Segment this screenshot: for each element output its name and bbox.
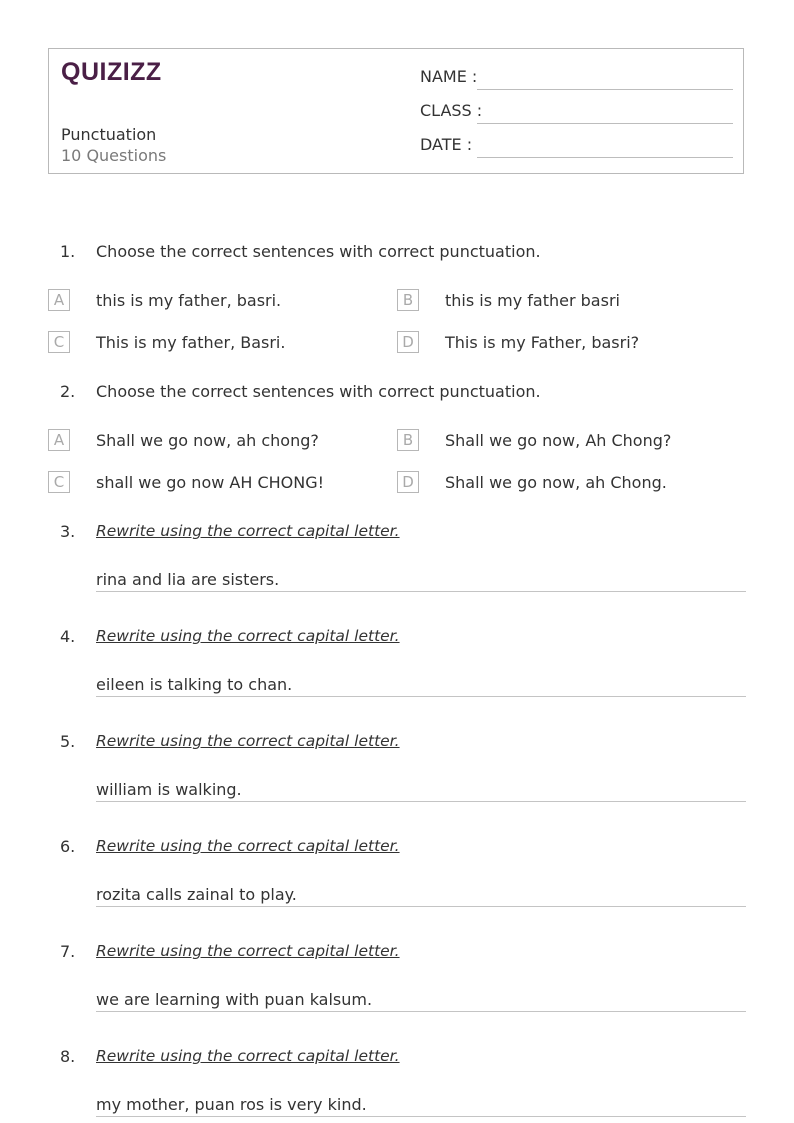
option-text-b: this is my father basri bbox=[445, 291, 620, 310]
answer-line[interactable] bbox=[96, 906, 746, 907]
sentence-to-rewrite: eileen is talking to chan. bbox=[96, 675, 293, 694]
question-instruction: Rewrite using the correct capital letter. bbox=[96, 1047, 400, 1065]
question-count: 10 Questions bbox=[61, 146, 167, 165]
question-number: 3. bbox=[60, 522, 76, 541]
question-number: 2. bbox=[60, 382, 76, 401]
option-box-a[interactable]: A bbox=[48, 289, 70, 311]
quizizz-logo: QUIZIZZ bbox=[61, 58, 162, 86]
option-text-d: Shall we go now, ah Chong. bbox=[445, 473, 667, 492]
question-instruction: Rewrite using the correct capital letter. bbox=[96, 522, 400, 540]
option-text-c: shall we go now AH CHONG! bbox=[96, 473, 325, 492]
class-field-line[interactable] bbox=[477, 123, 733, 124]
question-number: 1. bbox=[60, 242, 76, 261]
option-text-b: Shall we go now, Ah Chong? bbox=[445, 431, 672, 450]
name-label: NAME : bbox=[420, 67, 478, 86]
class-label: CLASS : bbox=[420, 101, 483, 120]
question-instruction: Rewrite using the correct capital letter. bbox=[96, 627, 400, 645]
date-label: DATE : bbox=[420, 135, 473, 154]
option-text-d: This is my Father, basri? bbox=[445, 333, 640, 352]
worksheet-header bbox=[48, 48, 744, 174]
answer-line[interactable] bbox=[96, 1011, 746, 1012]
question-number: 6. bbox=[60, 837, 76, 856]
option-text-a: Shall we go now, ah chong? bbox=[96, 431, 319, 450]
option-box-b[interactable]: B bbox=[397, 429, 419, 451]
question-number: 7. bbox=[60, 942, 76, 961]
question-text: Choose the correct sentences with correct punctuation. bbox=[96, 242, 541, 261]
answer-line[interactable] bbox=[96, 801, 746, 802]
question-instruction: Rewrite using the correct capital letter. bbox=[96, 732, 400, 750]
option-box-b[interactable]: B bbox=[397, 289, 419, 311]
question-instruction: Rewrite using the correct capital letter. bbox=[96, 837, 400, 855]
answer-line[interactable] bbox=[96, 591, 746, 592]
worksheet-title: Punctuation bbox=[61, 125, 157, 144]
question-number: 5. bbox=[60, 732, 76, 751]
sentence-to-rewrite: rina and lia are sisters. bbox=[96, 570, 280, 589]
sentence-to-rewrite: my mother, puan ros is very kind. bbox=[96, 1095, 367, 1114]
answer-line[interactable] bbox=[96, 1116, 746, 1117]
answer-line[interactable] bbox=[96, 696, 746, 697]
sentence-to-rewrite: rozita calls zainal to play. bbox=[96, 885, 297, 904]
option-box-d[interactable]: D bbox=[397, 471, 419, 493]
option-box-a[interactable]: A bbox=[48, 429, 70, 451]
question-instruction: Rewrite using the correct capital letter. bbox=[96, 942, 400, 960]
option-box-c[interactable]: C bbox=[48, 471, 70, 493]
option-text-a: this is my father, basri. bbox=[96, 291, 282, 310]
question-text: Choose the correct sentences with correct punctuation. bbox=[96, 382, 541, 401]
option-box-c[interactable]: C bbox=[48, 331, 70, 353]
name-field-line[interactable] bbox=[477, 89, 733, 90]
date-field-line[interactable] bbox=[477, 157, 733, 158]
sentence-to-rewrite: william is walking. bbox=[96, 780, 242, 799]
question-number: 8. bbox=[60, 1047, 76, 1066]
option-text-c: This is my father, Basri. bbox=[96, 333, 286, 352]
question-number: 4. bbox=[60, 627, 76, 646]
option-box-d[interactable]: D bbox=[397, 331, 419, 353]
sentence-to-rewrite: we are learning with puan kalsum. bbox=[96, 990, 373, 1009]
